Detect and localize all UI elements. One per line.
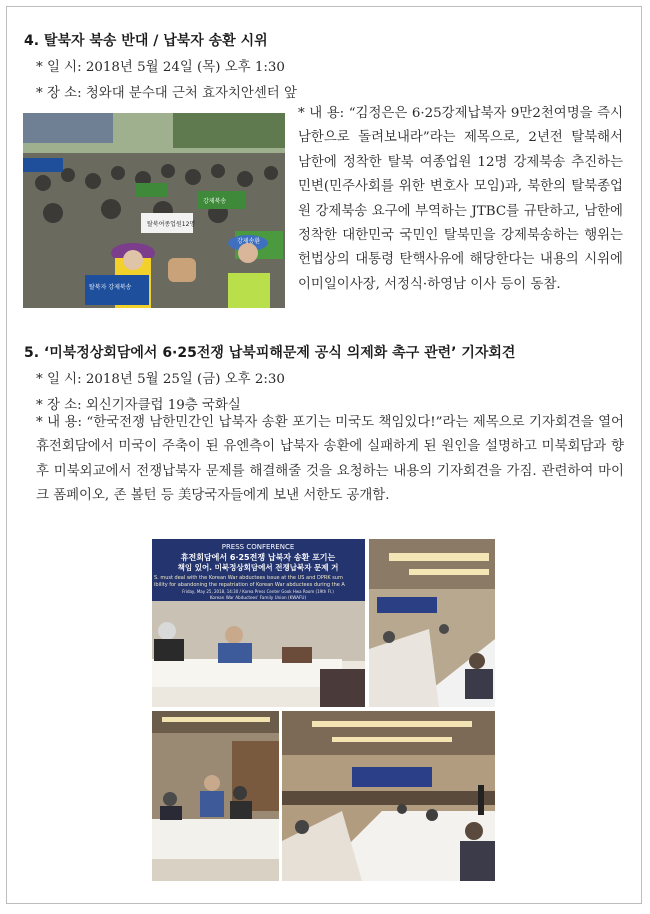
protest-photo <box>23 113 285 308</box>
section5-date: * 일 시: 2018년 5월 25일 (금) 오후 2:30 <box>36 372 285 387</box>
banner-english1: S. must deal with the Korean War abductees issue at the US and DPRK sum <box>154 575 343 581</box>
section4-place: * 장 소: 청와대 분수대 근처 효자치안센터 앞 <box>36 86 297 101</box>
press-conference-photo-4 <box>282 711 495 881</box>
press-conference-photo-2 <box>369 539 495 707</box>
section4-date: * 일 시: 2018년 5월 24일 (목) 오후 1:30 <box>36 60 285 75</box>
press-conference-photo-1 <box>152 539 365 707</box>
section5-heading: 5. ‘미북정상회담에서 6·25전쟁 납북피해문제 공식 의제화 촉구 관련’ 기자회견 <box>24 345 516 361</box>
banner-english2: ibility for abandoning the repatriation of Korean War abductees during the A <box>154 582 345 588</box>
section5-place: * 장 소: 외신기자클럽 19층 국화실 <box>36 398 241 413</box>
sign-text-4: 강제북송 <box>203 198 227 205</box>
section4-heading: 4. 탈북자 북송 반대 / 납북자 송환 시위 <box>24 33 268 49</box>
section5-content: * 내 용: “한국전쟁 남한민간인 납북자 송환 포기는 미국도 책임있다!”라는 제목으로 기자회견을 열어 휴전회담에서 미국이 주축이 된 유엔측이 납북자 송환에 실패하게 된 원인을 설명하고 미북회담과 향후 미북외교에서 전쟁납북자 문제를 해결해줄 것을 요청하는 내용의 기자회견을 가짐. 관련하여 마이크 폼페이오, 존 볼턴 등 美당국자들에게 보낸 서한도 공개함. <box>36 415 624 504</box>
sign-text-3: 탈북자 강제북송 <box>89 284 132 291</box>
banner-org: Korean War Abductees' Family Union (KWAFU) <box>209 595 307 600</box>
banner-title: PRESS CONFERENCE <box>221 543 295 551</box>
banner-line2: 책임 있어. 미북정상회담에서 전쟁납북자 문제 거 <box>177 563 339 572</box>
banner-info: Friday, May 25, 2018, 14:30 / Korea Press Center Gook Hwa Room (19th Fl.) <box>182 589 334 594</box>
sign-text-2: 강제송환 <box>237 238 261 245</box>
banner-line1: 휴전회담에서 6·25전쟁 납북자 송환 포기는 <box>180 553 336 562</box>
press-conference-photo-3 <box>152 711 279 881</box>
section4-content: * 내 용: “김정은은 6·25강제납북자 9만2천여명을 즉시 남한으로 돌려보내라”라는 제목으로, 2년전 탈북해서 남한에 정착한 탈북 여종업원 12명 강제북송 추진하는 민변(민주사회를 위한 변호사 모임)과, 북한의 탈북종업원 강제북송 요구에 부역하는 JTBC를 규탄하고, 남한에 정착한 대한민국 국민인 탈북민을 강제북송하는 행위는 헌법상의 대통령 탄핵사유에 해당한다는 내용의 시위에 이미일이사장, 서정식·하영남 이사 등이 동참. <box>298 106 623 292</box>
sign-text-1: 탈북여종업원12명 <box>147 221 196 228</box>
